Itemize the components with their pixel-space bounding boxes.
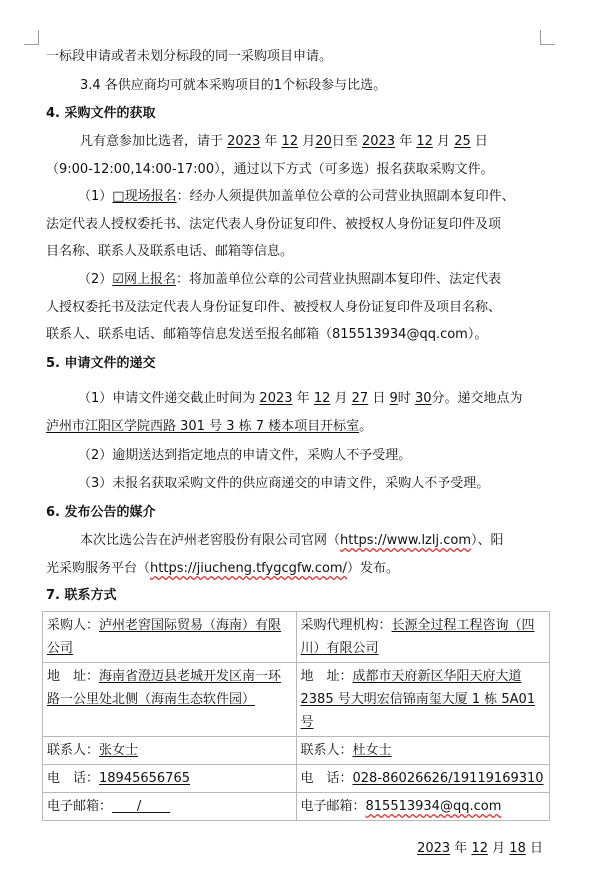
s4-option-1-line-2: 法定代表人授权委托书、法定代表人身份证复印件、被授权人身份证复印件及项 [46,217,502,232]
purchaser-email-cell: 电子邮箱： / [43,793,297,821]
purchaser-phone-cell: 电 话：18945656765 [43,765,297,793]
s6-line-2: 光采购服务平台（https://jiucheng.tfygcgfw.com/）发布。 [46,561,399,576]
table-row [43,793,550,821]
s4-option-1-line-3: 目名称、联系人及联系电话、邮箱等信息。 [46,244,294,259]
agency-contact-cell: 联系人：杜女士 [296,737,550,765]
table-row [43,765,550,793]
s4-option-2: （2）☑网上报名：将加盖单位公章的公司营业执照副本复印件、法定代表 [78,272,501,287]
s5-line-1: （1）申请文件递交截止时间为 2023 年 12 月 27 日 9时 30分。递交地点为 [78,391,523,406]
purchaser-address-cell: 地 址：海南省澄迈县老城开发区南一环路一公里处北侧（海南生态软件园） [43,663,297,737]
section-5-heading: 5. 申请文件的递交 [46,356,156,371]
website-link[interactable]: https://www.lzlj.com [340,533,472,548]
s6-line-1: 本次比选公告在泸州老窖股份有限公司官网（https://www.lzlj.com）、阳 [80,533,504,548]
paragraph-continuation: 一标段申请或者未划分标段的同一采购项目申请。 [46,49,333,64]
s4-option-2-line-2: 人授权委托书及法定代表人身份证复印件、被授权人身份证复印件及项目名称、 [46,300,502,315]
agency-email-cell: 电子邮箱：815513934@qq.com [296,793,550,821]
table-row [43,737,550,765]
agency-address-cell: 地 址：成都市天府新区华阳天府大道 2385 号大明宏信锦南玺大厦 1 栋 5A01 号 [296,663,550,737]
purchaser-contact-cell: 联系人：张女士 [43,737,297,765]
s4-line-2: （9:00-12:00,14:00-17:00），通过以下方式（可多选）报名获取采购文件。 [46,162,494,177]
purchaser-cell: 采购人：泸州老窖国际贸易（海南）有限公司 [43,612,297,663]
section-7-heading: 7. 联系方式 [46,588,117,603]
s5-line-2: 泸州市江阳区学院西路 301 号 3 栋 7 楼本项目开标室。 [46,419,373,434]
table-row [43,663,550,737]
document-date: 2023 年 12 月 18 日 [417,841,543,856]
page-corner-mark-left [24,30,39,45]
s4-option-1: （1）□现场报名：经办人须提供加盖单位公章的公司营业执照副本复印件、 [78,189,515,204]
table-row [43,612,550,663]
paragraph-3-4: 3.4 各供应商均可就本采购项目的1个标段参与比选。 [80,78,387,93]
checkbox-unchecked-icon: □ [112,189,125,204]
s4-option-2-line-3: 联系人、联系电话、邮箱等信息发送至报名邮箱（815513934@qq.com）。 [46,327,488,342]
s5-para-3: （3）未报名获取采购文件的供应商递交的申请文件，采购人不予受理。 [78,476,490,491]
contact-table [42,611,550,821]
s4-line-1: 凡有意参加比选者，请于 2023 年 12 月20日至 2023 年 12 月 25 日 [80,134,488,149]
agency-phone-cell: 电 话：028-86026626/19119169310 [296,765,550,793]
page-corner-mark-right [540,30,555,45]
s5-para-2: （2）逾期送达到指定地点的申请文件，采购人不予受理。 [78,448,412,463]
email-link[interactable]: 815513934@qq.com [365,799,502,814]
section-4-heading: 4. 采购文件的获取 [46,106,156,121]
agency-cell: 采购代理机构：长源全过程工程咨询（四川）有限公司 [296,612,550,663]
platform-link[interactable]: https://jiucheng.tfygcgfw.com/ [150,561,347,576]
checkbox-checked-icon: ☑ [112,272,124,287]
section-6-heading: 6. 发布公告的媒介 [46,505,156,520]
